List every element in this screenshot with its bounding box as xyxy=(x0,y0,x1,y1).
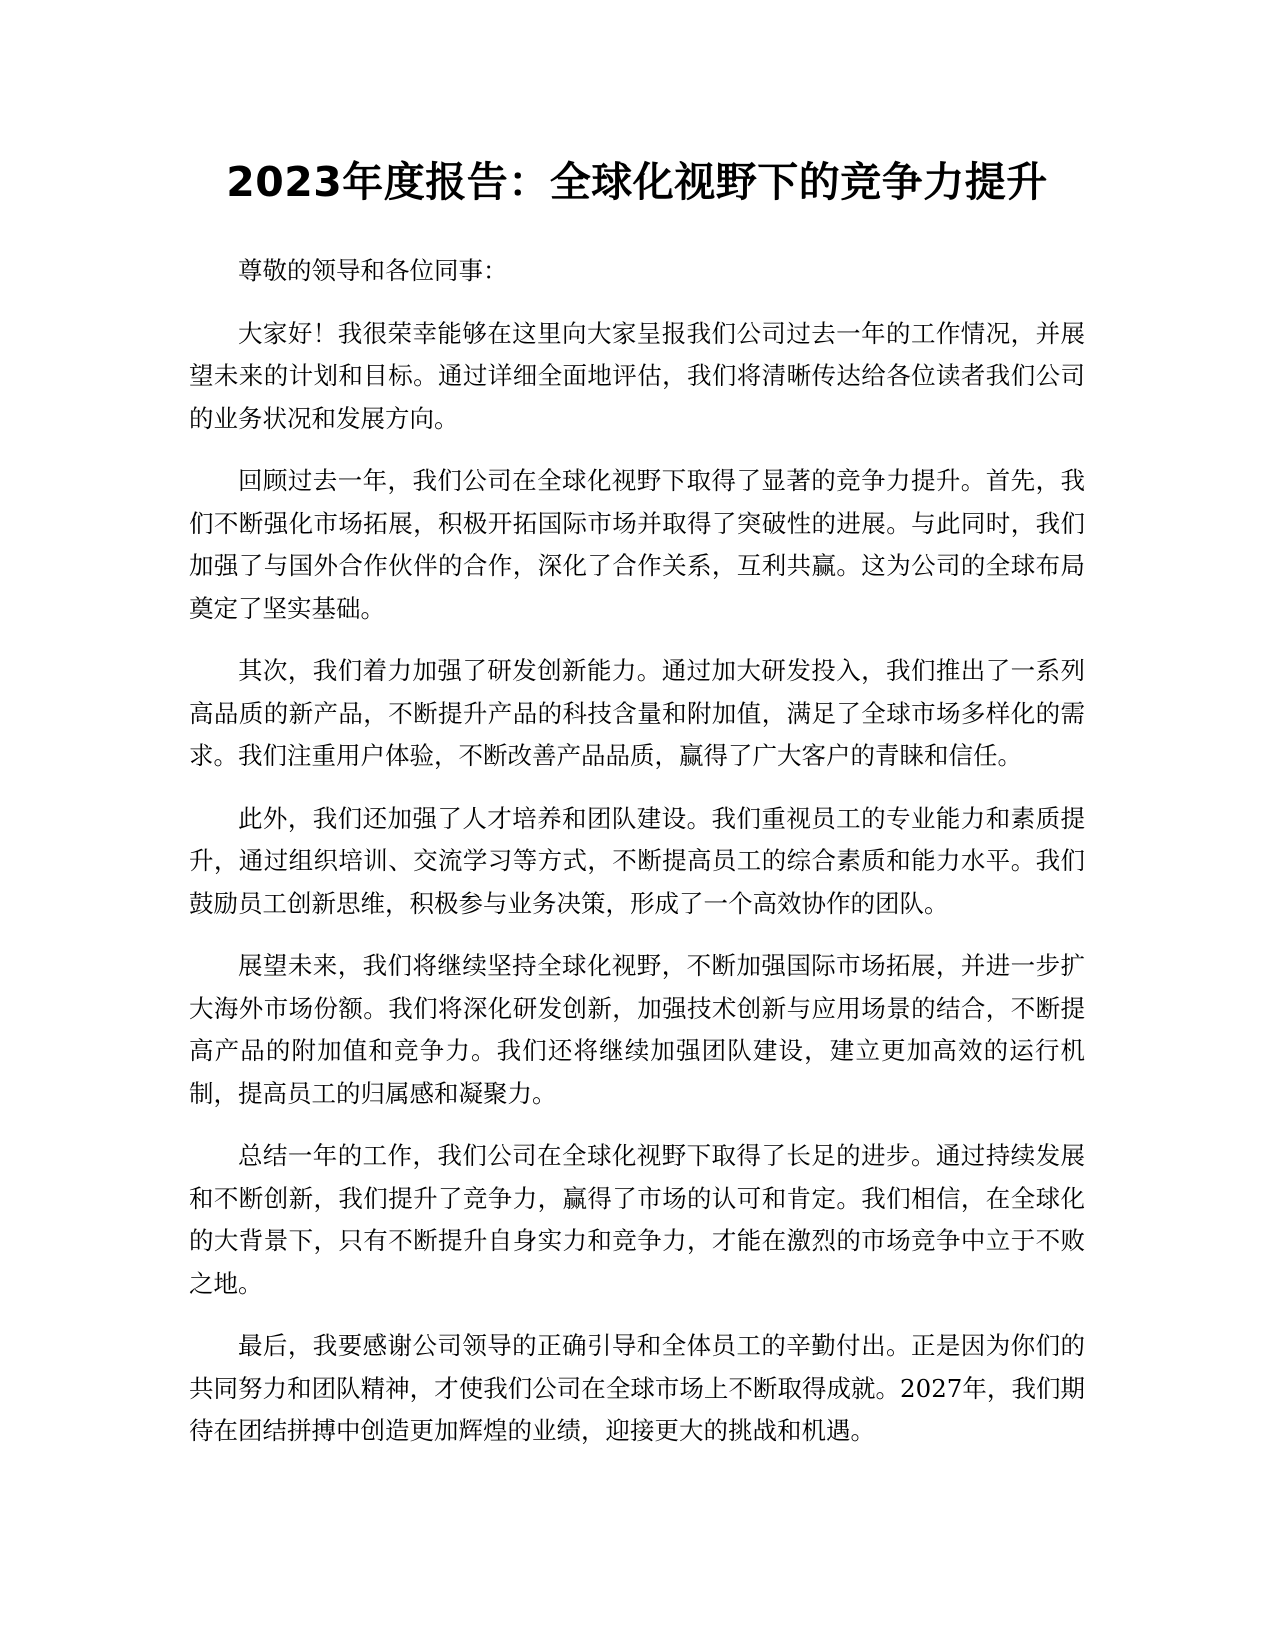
body-paragraph: 总结一年的工作，我们公司在全球化视野下取得了长足的进步。通过持续发展和不断创新，我们提升了竞争力，赢得了市场的认可和肯定。我们相信，在全球化的大背景下，只有不断提升自身实力和竞争力，才能在激烈的市场竞争中立于不败之地。 xyxy=(189,1141,1085,1298)
body-paragraph: 大家好！我很荣幸能够在这里向大家呈报我们公司过去一年的工作情况，并展望未来的计划和目标。通过详细全面地评估，我们将清晰传达给各位读者我们公司的业务状况和发展方向。 xyxy=(189,318,1085,433)
document-body xyxy=(189,250,1085,1453)
body-paragraph: 回顾过去一年，我们公司在全球化视野下取得了显著的竞争力提升。首先，我们不断强化市场拓展，积极开拓国际市场并取得了突破性的进展。与此同时，我们加强了与国外合作伙伴的合作，深化了合作关系，互利共赢。这为公司的全球布局奠定了坚实基础。 xyxy=(189,466,1085,623)
body-paragraph: 其次，我们着力加强了研发创新能力。通过加大研发投入，我们推出了一系列高品质的新产品，不断提升产品的科技含量和附加值，满足了全球市场多样化的需求。我们注重用户体验，不断改善产品品质，赢得了广大客户的青睐和信任。 xyxy=(189,656,1085,770)
closing-paragraph: 最后，我要感谢公司领导的正确引导和全体员工的辛勤付出。正是因为你们的共同努力和团队精神，才使我们公司在全球市场上不断取得成就。2027年，我们期待在团结拼搏中创造更加辉煌的业绩，迎接更大的挑战和机遇。 xyxy=(189,1331,1085,1445)
body-paragraph: 此外，我们还加强了人才培养和团队建设。我们重视员工的专业能力和素质提升，通过组织培训、交流学习等方式，不断提高员工的综合素质和能力水平。我们鼓励员工创新思维，积极参与业务决策，形成了一个高效协作的团队。 xyxy=(189,803,1085,918)
document-title: 2023年度报告：全球化视野下的竞争力提升 xyxy=(226,158,1048,206)
body-paragraph: 展望未来，我们将继续坚持全球化视野，不断加强国际市场拓展，并进一步扩大海外市场份额。我们将深化研发创新，加强技术创新与应用场景的结合，不断提高产品的附加值和竞争力。我们还将继续加强团队建设，建立更加高效的运行机制，提高员工的归属感和凝聚力。 xyxy=(189,951,1085,1108)
salutation-paragraph: 尊敬的领导和各位同事： xyxy=(238,256,508,285)
